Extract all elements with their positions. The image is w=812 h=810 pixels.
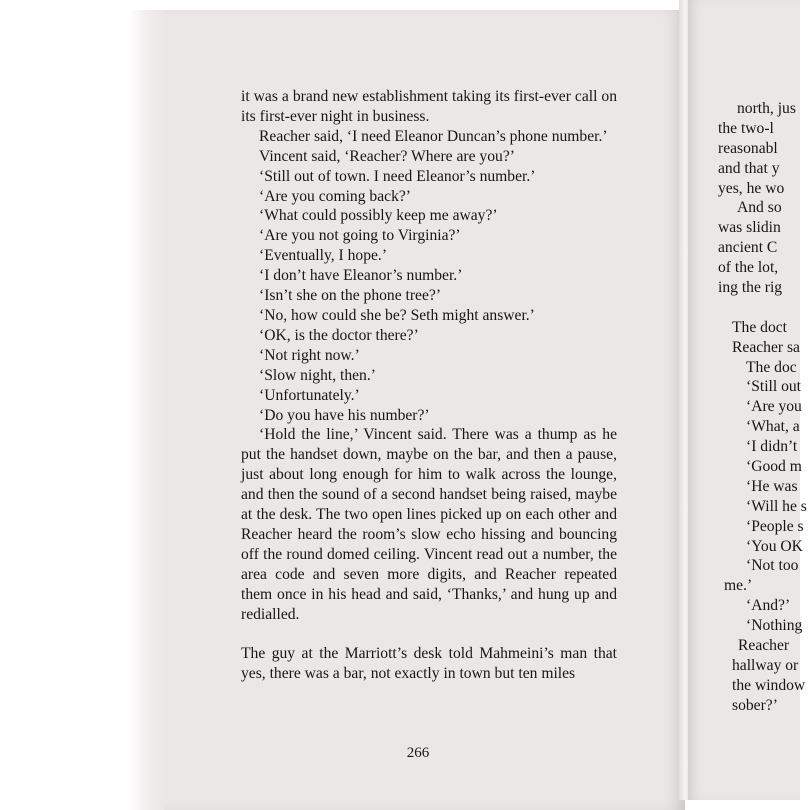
paragraph: ‘OK, is the doctor there?’ (259, 326, 419, 344)
text-line: ing the rig (718, 279, 783, 297)
paragraph: Reacher said, ‘I need Eleanor Duncan’s phone number.’ (259, 127, 608, 145)
paragraph: ‘Not right now.’ (259, 346, 360, 364)
text-line: ‘People s (746, 517, 804, 535)
left-page-text (241, 87, 617, 684)
text-line: of the lot, (718, 259, 779, 277)
text-line: ‘What, a (746, 418, 800, 436)
right-page-text (712, 99, 812, 716)
paragraph: ‘Hold the line,’ Vincent said. There was a thump as he put the handset down, maybe on the bar, and then a pause, just about long enough for him to walk across the lounge, and then the sound of a second handset being raised, maybe at the desk. The two open lines picked up on each other and Reacher heard the room’s slow echo hissing and bouncing off the round domed ceiling. Vincent read out a number, the area code and seven more digits, and Reacher repeated them once in his head and said, ‘Thanks,’ and hung up and redialled. (241, 426, 617, 623)
text-line: reasonabl (718, 139, 778, 157)
text-line: The doct (732, 318, 787, 336)
paragraph: ‘No, how could she be? Seth might answer.’ (259, 306, 535, 324)
text-line: north, jus (737, 100, 796, 117)
text-line: ‘He was (746, 477, 798, 495)
paragraph: ‘Still out of town. I need Eleanor’s number.’ (259, 167, 536, 185)
text-line: ancient C (718, 239, 778, 257)
paragraph: ‘Eventually, I hope.’ (259, 247, 388, 265)
text-line: ‘Good m (746, 458, 802, 476)
text-line: The doc (746, 358, 797, 376)
text-line: hallway or (732, 656, 799, 674)
paragraph: ‘I don’t have Eleanor’s number.’ (259, 267, 463, 285)
paragraph: ‘Are you not going to Virginia?’ (259, 227, 461, 245)
text-line: Reacher (738, 637, 790, 655)
paragraph: Vincent said, ‘Reacher? Where are you?’ (259, 147, 515, 165)
text-line: ‘Will he s (746, 497, 807, 515)
paragraph: ‘Are you coming back?’ (259, 187, 411, 205)
text-line: sober?’ (732, 696, 778, 714)
paragraph: it was a brand new establishment taking its first-ever call on its first-ever night in business. (241, 88, 617, 125)
text-line: the two-l (718, 119, 774, 137)
text-line: ‘You OK (746, 537, 803, 555)
text-line: me.’ (724, 577, 753, 595)
text-line: ‘Still out (746, 378, 802, 396)
paragraph: ‘What could possibly keep me away?’ (259, 207, 498, 225)
text-line: and that y (718, 159, 780, 177)
page-number: 266 (406, 745, 430, 761)
paragraph: ‘Do you have his number?’ (259, 406, 430, 424)
text-line (712, 298, 812, 318)
text-line: yes, he wo (718, 179, 785, 197)
text-line: And so (737, 199, 782, 217)
text-line: was slidin (718, 219, 781, 237)
paragraph: ‘Unfortunately.’ (259, 386, 360, 404)
text-line: ‘And?’ (746, 597, 791, 615)
paragraph: ‘Slow night, then.’ (259, 366, 376, 384)
paragraph: ‘Isn’t she on the phone tree?’ (259, 287, 442, 305)
text-line: ‘Are you (746, 398, 802, 416)
page-edge-highlight (130, 10, 164, 810)
text-line: ‘I didn’t (746, 438, 798, 456)
text-line: Reacher sa (732, 338, 800, 356)
paragraph: The guy at the Marriott’s desk told Mahmeini’s man that yes, there was a bar, not exactly in town but ten miles (241, 645, 617, 683)
text-line: ‘Nothing (746, 617, 803, 635)
text-line: ‘Not too (746, 557, 799, 575)
text-line: the window (732, 676, 806, 694)
